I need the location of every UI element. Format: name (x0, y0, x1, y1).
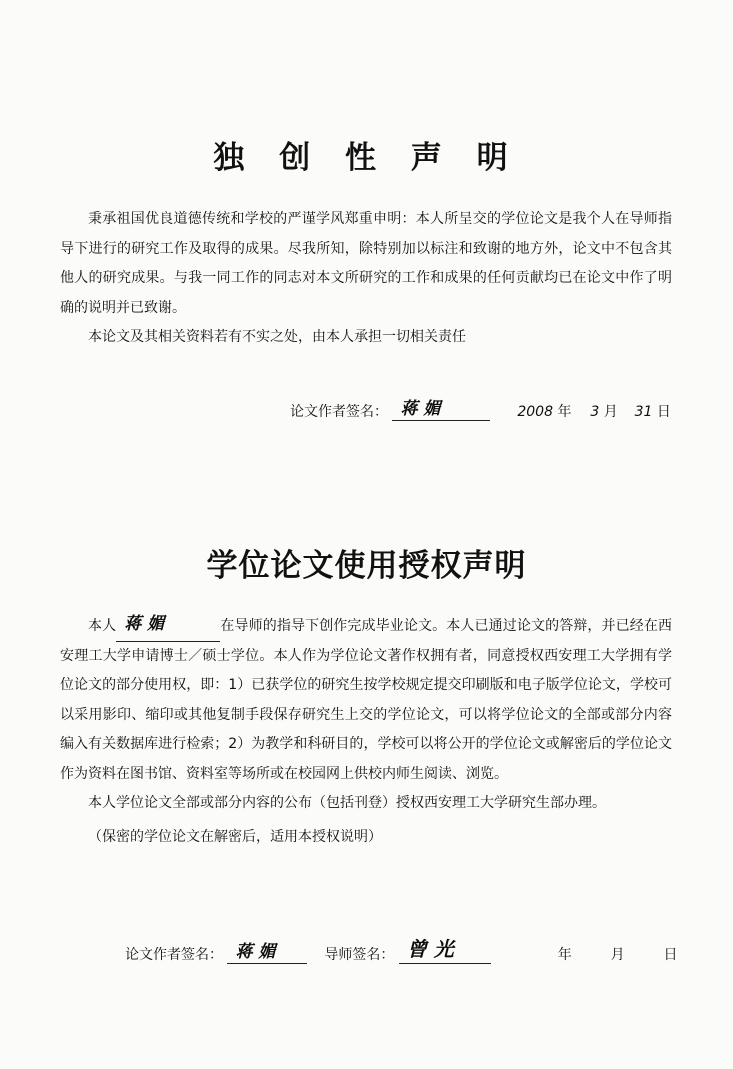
declaration-year-label: 年 (557, 404, 572, 420)
declaration-handwritten-name: 蒋 媚 (400, 399, 441, 419)
authorization-intro-rest: 在导师的指导下创作完成毕业论文。本人已通过论文的答辩，并已经在西安理工大学申请博士／硕士学位。本人作为学位论文著作权拥有者，同意授权西安理工大学拥有学位论文的部分使用权，即：1）已获学位的研究生按学校规定提交印刷版和电子版学位论文，学校可以采用影印、缩印或其他复制手段保存研究生上交的学位论文，可以将学位论文的全部或部分内容编入有关数据库进行检索；2）为教学和科研目的，学校可以将公开的学位论文或解密后的学位论文作为资料在图书馆、资料室等场所或在校园网上供校内师生阅读、浏览。 (60, 618, 673, 782)
authorization-signature-row (125, 937, 678, 964)
declaration-date-year: 2008 (517, 404, 553, 420)
authorization-body (60, 612, 672, 852)
authorization-month-label: 月 (610, 947, 625, 963)
declaration-signature-line (392, 400, 490, 421)
authorization-title: 学位论文使用授权声明 (206, 548, 527, 584)
authorization-author-label: 论文作者签名： (125, 947, 223, 963)
authorization-intro-prefix: 本人 (88, 618, 117, 634)
authorization-paragraph-2: 本人学位论文全部或部分内容的公布（包括刊登）授权西安理工大学研究生部办理。 (88, 795, 606, 811)
declaration-paragraph-2: 本论文及其相关资料若有不实之处，由本人承担一切相关责任 (88, 329, 466, 345)
declaration-signature-row (290, 400, 671, 421)
authorization-advisor-line (399, 937, 491, 964)
authorization-year-label: 年 (557, 947, 572, 963)
declaration-date-day: 31 (634, 404, 653, 420)
declaration-body (60, 205, 672, 353)
declaration-month-label: 月 (603, 404, 618, 420)
declaration-title: 独 创 性 声 明 (213, 140, 520, 176)
declaration-signature-label: 论文作者签名： (290, 404, 388, 420)
authorization-name-line (116, 614, 220, 642)
declaration-paragraph-1: 秉承祖国优良道德传统和学校的严谨学风郑重申明：本人所呈交的学位论文是我个人在导师指导下进行的研究工作及取得的成果。尽我所知，除特别加以标注和致谢的地方外，论文中不包含其他人的研究成果。与我一同工作的同志对本文所研究的工作和成果的任何贡献均已在论文中作了明确的说明并已致谢。 (60, 211, 672, 316)
authorization-author-line (227, 943, 307, 964)
authorization-day-label: 日 (663, 947, 678, 963)
authorization-advisor-handwritten: 曾 光 (406, 937, 454, 961)
authorization-note: （保密的学位论文在解密后，适用本授权说明） (88, 828, 382, 845)
declaration-date-month: 3 (590, 404, 600, 420)
declaration-day-label: 日 (656, 404, 671, 420)
authorization-handwritten-name: 蒋 媚 (124, 614, 165, 634)
authorization-author-handwritten: 蒋 媚 (235, 942, 276, 962)
authorization-paragraph-1 (60, 612, 672, 789)
authorization-advisor-label: 导师签名： (324, 947, 395, 963)
